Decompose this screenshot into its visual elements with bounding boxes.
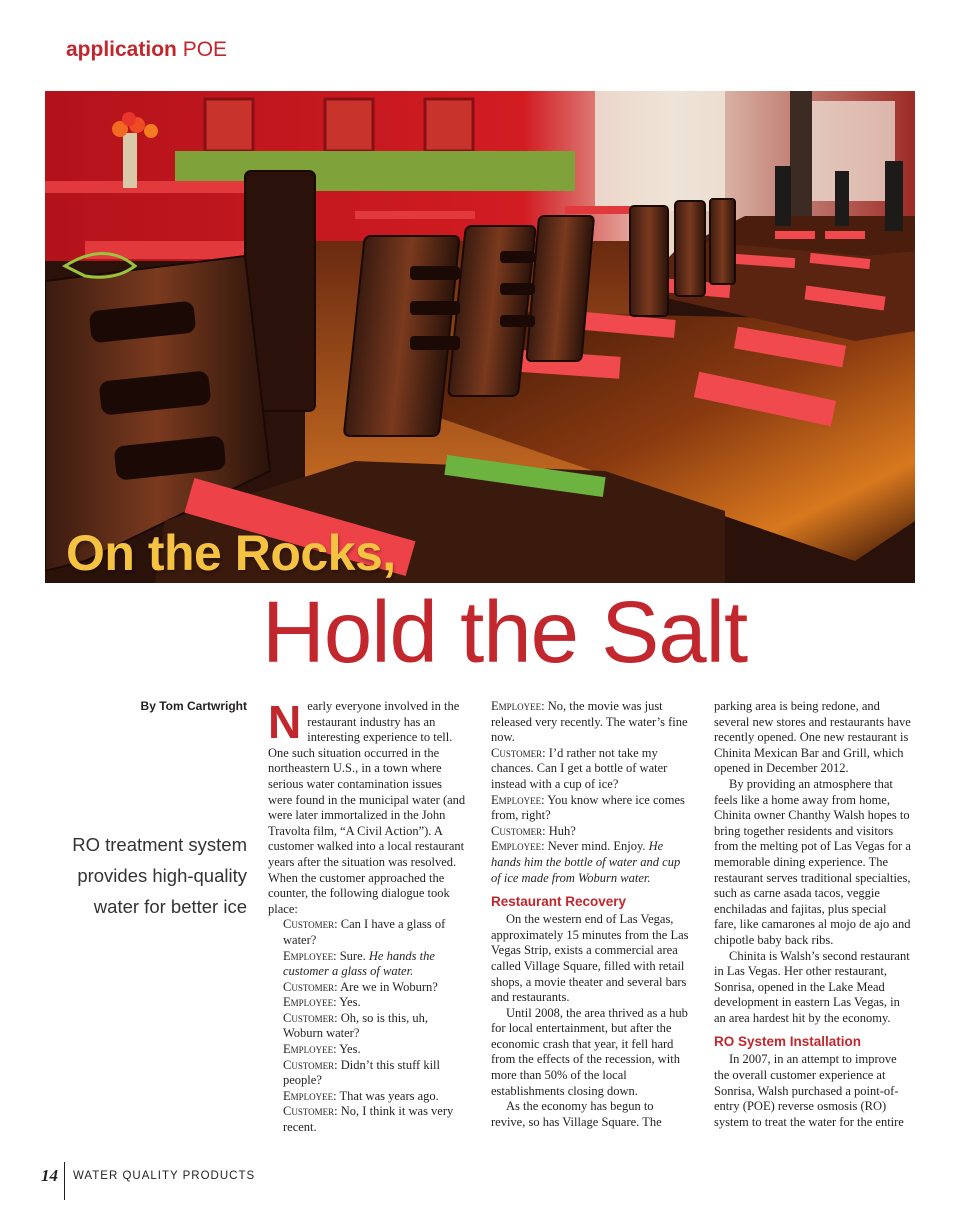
deck-line: RO treatment system (72, 834, 247, 855)
dialogue-text: You know where ice comes from, right? (491, 792, 685, 823)
body-paragraph: In 2007, in an attempt to improve the overall customer experience at Sonrisa, Walsh purchased a point-of-entry (POE) reverse osmosis (RO) system to treat the water for the entire (714, 1052, 904, 1129)
deck-line: provides high-quality (77, 865, 247, 886)
body-paragraph: Chinita is Walsh’s second restaurant in Las Vegas. Her other restaurant, Sonrisa, opened in the Lake Mead development in eastern Las Vegas, in an area hardest hit by the economy. (714, 948, 910, 1025)
dialogue-line (491, 699, 689, 746)
dialogue-text: Yes. (339, 1042, 361, 1057)
dialogue-line (268, 1042, 466, 1058)
dialogue-text: Never mind. Enjoy. (547, 839, 646, 854)
deck (27, 829, 247, 922)
dialogue-line (268, 1089, 466, 1105)
speaker: Customer: (283, 979, 338, 994)
dialogue-line (268, 1104, 466, 1135)
dialogue-line (491, 824, 689, 840)
dialogue-line (268, 1058, 466, 1089)
dialogue-text: Can I have a glass of water? (283, 917, 446, 947)
page-number: 14 (41, 1166, 58, 1185)
page-footer (41, 1166, 255, 1204)
restaurant-photo-icon (45, 91, 915, 583)
speaker: Employee: (491, 839, 545, 854)
body-paragraph: parking area is being redone, and several new stores and restaurants have recently opened. One new restaurant is Chinita Mexican Bar and Grill, which opened in December 2012. (714, 699, 911, 776)
title-line1: On the Rocks, (66, 525, 396, 581)
speaker: Customer: (283, 1057, 338, 1072)
article-column-2 (491, 699, 689, 1130)
dialogue-text: I’d rather not take my chances. Can I get a bottle of water instead with a cup of ice? (491, 745, 668, 791)
hero-photo (45, 91, 915, 583)
dialogue-text: Are we in Woburn? (340, 979, 438, 994)
speaker: Employee: (283, 1042, 337, 1057)
dialogue-text: No, the movie was just released very recently. The water’s fine now. (491, 699, 688, 745)
dialogue-line (491, 793, 689, 824)
speaker: Employee: (283, 1088, 337, 1103)
speaker: Customer: (283, 1010, 338, 1025)
publication-name: WATER QUALITY PRODUCTS (73, 1170, 256, 1182)
lead-text: early everyone involved in the restaurant industry has an interesting experience to tell. One such situation occurred in the northeastern U.S., in a town where serious water contamination issues were found in the municipal water (and were later immortalized in the John Travolta film, “A Civil Action”). A customer walked into a local restaurant years after the situation was resolved. When the customer approached the counter, the following dialogue took place: (268, 699, 466, 916)
speaker: Employee: (283, 948, 337, 963)
dialogue-text: Didn’t this stuff kill people? (283, 1057, 440, 1088)
speaker: Customer: (491, 745, 546, 760)
dialogue-line (268, 980, 466, 996)
dialogue-text: That was years ago. (339, 1088, 439, 1103)
byline: By Tom Cartwright (140, 699, 247, 713)
subhead-ro-system-installation: RO System Installation (714, 1034, 862, 1050)
dialogue-line (491, 746, 689, 793)
title-line2: Hold the Salt (262, 584, 748, 681)
dialogue-text: No, I think it was very recent. (283, 1104, 454, 1135)
dialogue-line (268, 1011, 466, 1042)
section-label (66, 38, 227, 62)
body-paragraph: On the western end of Las Vegas, approximately 15 minutes from the Las Vegas Strip, exists a commercial area called Village Square, filled with retail shops, a movie theater and several bars and restaurants. (491, 912, 689, 1005)
dialogue-text: Oh, so is this, uh, Woburn water? (283, 1010, 428, 1041)
speaker: Customer: (283, 1104, 338, 1119)
subhead-restaurant-recovery: Restaurant Recovery (491, 894, 627, 910)
body-paragraph: By providing an atmosphere that feels like a home away from home, Chinita owner Chanthy Walsh hopes to bring together residents and visitors from the melting pot of Las Vegas for a memorable dining experience. The restaurant serves traditional specialties, such as carne asada tacos, veggie enchiladas and fajitas, plus special fare, like camarones al mojo de ajo and chipotle baby back ribs. (714, 776, 911, 947)
deck-line: water for better ice (93, 896, 247, 917)
speaker: Employee: (283, 995, 337, 1010)
speaker: Employee: (491, 792, 545, 807)
body-paragraph: Until 2008, the area thrived as a hub for local entertainment, but after the economic crash that year, it fell hard from the effects of the recession, with more than 50% of the local establishments closing down. (491, 1005, 688, 1098)
speaker: Employee: (491, 699, 545, 713)
drop-cap: N (268, 696, 302, 748)
section-label-rest: POE (182, 38, 228, 61)
dialogue-line (491, 839, 689, 886)
dialogue-text: Huh? (548, 823, 576, 838)
dialogue-line (268, 949, 466, 980)
body-paragraph: As the economy has begun to revive, so has Village Square. The (491, 1099, 662, 1129)
article-column-3 (714, 699, 912, 1130)
stage-direction: He hands the customer a glass of water. (283, 948, 435, 979)
section-label-bold: application (66, 38, 177, 61)
dialogue-line (268, 995, 466, 1011)
speaker: Customer: (491, 823, 546, 838)
dialogue-text: Yes. (339, 995, 361, 1010)
dialogue-line (268, 917, 466, 948)
lead-paragraph (268, 696, 466, 917)
footer-divider (64, 1162, 65, 1200)
dialogue-text: Sure. (339, 948, 366, 963)
article-column-1 (268, 696, 466, 1136)
speaker: Customer: (283, 917, 338, 932)
stage-direction: He hands him the bottle of water and cup of ice made from Woburn water. (491, 839, 681, 885)
